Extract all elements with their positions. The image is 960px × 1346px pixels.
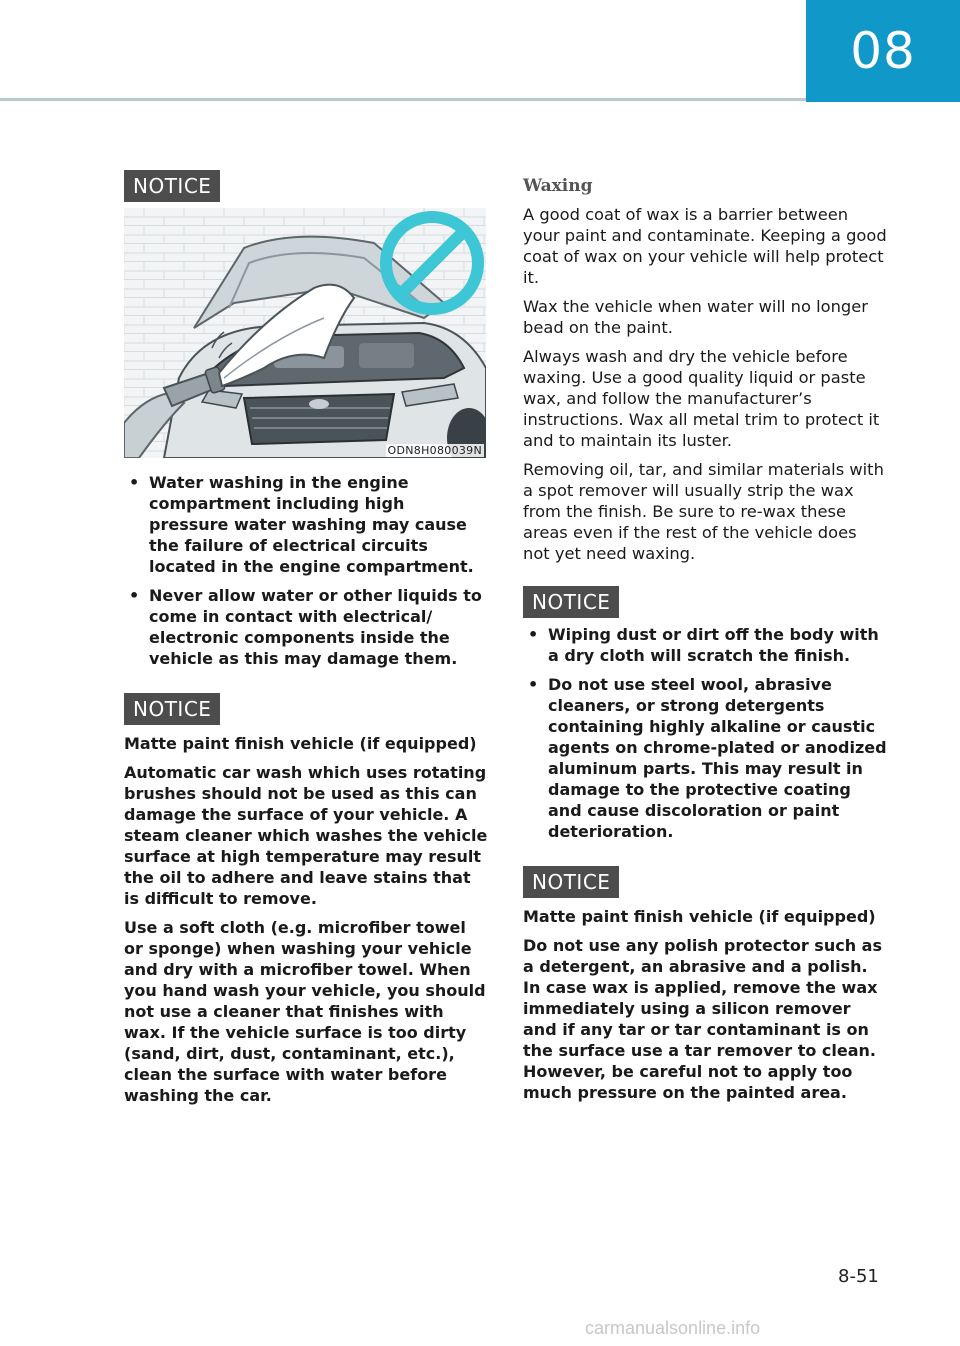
section-heading: Waxing: [523, 176, 593, 196]
chapter-number: 08: [850, 22, 916, 80]
chapter-rule: [0, 98, 806, 101]
engine-washing-drawing: [124, 208, 486, 458]
notice-bullet-list: [124, 472, 488, 669]
notice-bullet-list: [523, 624, 887, 842]
notice-badge: NOTICE: [523, 586, 619, 618]
notice-badge: NOTICE: [523, 866, 619, 898]
notice-paragraph: Use a soft cloth (e.g. microfiber towel or sponge) when washing your vehicle and dry with a microfiber towel. When you hand wash your vehicle, you should not use a cleaner that finishes with wax. If the vehicle surface is too dirty (sand, dirt, dust, contaminant, etc.), clean the surface with water before washing the car.: [124, 918, 486, 1105]
list-item: • Water washing in the engine compartment including high pressure water washing may cause the failure of electrical circuits located in the engine compartment.: [124, 472, 488, 577]
notice-block-matte-polish: [523, 866, 887, 1103]
notice-block-matte-washing: [124, 693, 488, 1106]
engine-washing-illustration: [124, 208, 486, 458]
notice-paragraph: Automatic car wash which uses rotating brushes should not be used as this can damage the surface of your vehicle. A steam cleaner which washes the vehicle surface at high temperature may result the oil to adhere and leave stains that is difficult to remove.: [124, 763, 488, 908]
notice-title: Matte paint finish vehicle (if equipped): [523, 907, 876, 926]
watermark: carmanualsonline.info: [585, 1318, 761, 1338]
list-item: • Never allow water or other liquids to come in contact with electrical/ electronic components inside the vehicle as this may damage them.: [124, 585, 488, 669]
body-paragraph: Always wash and dry the vehicle before waxing. Use a good quality liquid or paste wax, and follow the manufacturer’s instructions. Wax all metal trim to protect it and to maintain its luster.: [523, 347, 880, 450]
body-paragraph: Removing oil, tar, and similar materials with a spot remover will usually strip the wax from the finish. Be sure to re-wax these areas even if the rest of the vehicle does not yet need waxing.: [523, 460, 884, 563]
body-paragraph: A good coat of wax is a barrier between your paint and contaminate. Keeping a good coat of wax on your vehicle will help protect it.: [523, 205, 887, 287]
list-item: • Do not use steel wool, abrasive cleaners, or strong detergents containing highly alkaline or caustic agents on chrome-plated or anodized aluminum parts. This may result in damage to the protective coating and cause discoloration or paint deterioration.: [523, 674, 887, 842]
figure-code: ODN8H080039N: [387, 444, 482, 457]
left-column: [124, 170, 488, 1114]
notice-paragraph: Do not use any polish protector such as a detergent, an abrasive and a polish. In case wax is applied, remove the wax immediately using a silicon remover and if any tar or tar contaminant is on the surface use a tar remover to clean. However, be careful not to apply too much pressure on the painted area.: [523, 936, 882, 1102]
body-paragraph: Wax the vehicle when water will no longer bead on the paint.: [523, 297, 868, 337]
chapter-tab: [806, 0, 960, 102]
notice-badge: NOTICE: [124, 693, 220, 725]
notice-block-wiping: [523, 586, 887, 842]
notice-title: Matte paint finish vehicle (if equipped): [124, 734, 477, 753]
list-item: • Wiping dust or dirt off the body with a dry cloth will scratch the finish.: [523, 624, 887, 666]
right-column: [523, 170, 887, 1111]
waxing-section: [523, 176, 887, 564]
notice-block-engine-washing: [124, 170, 488, 669]
page-number: 8-51: [838, 1266, 879, 1287]
notice-badge: NOTICE: [124, 170, 220, 202]
